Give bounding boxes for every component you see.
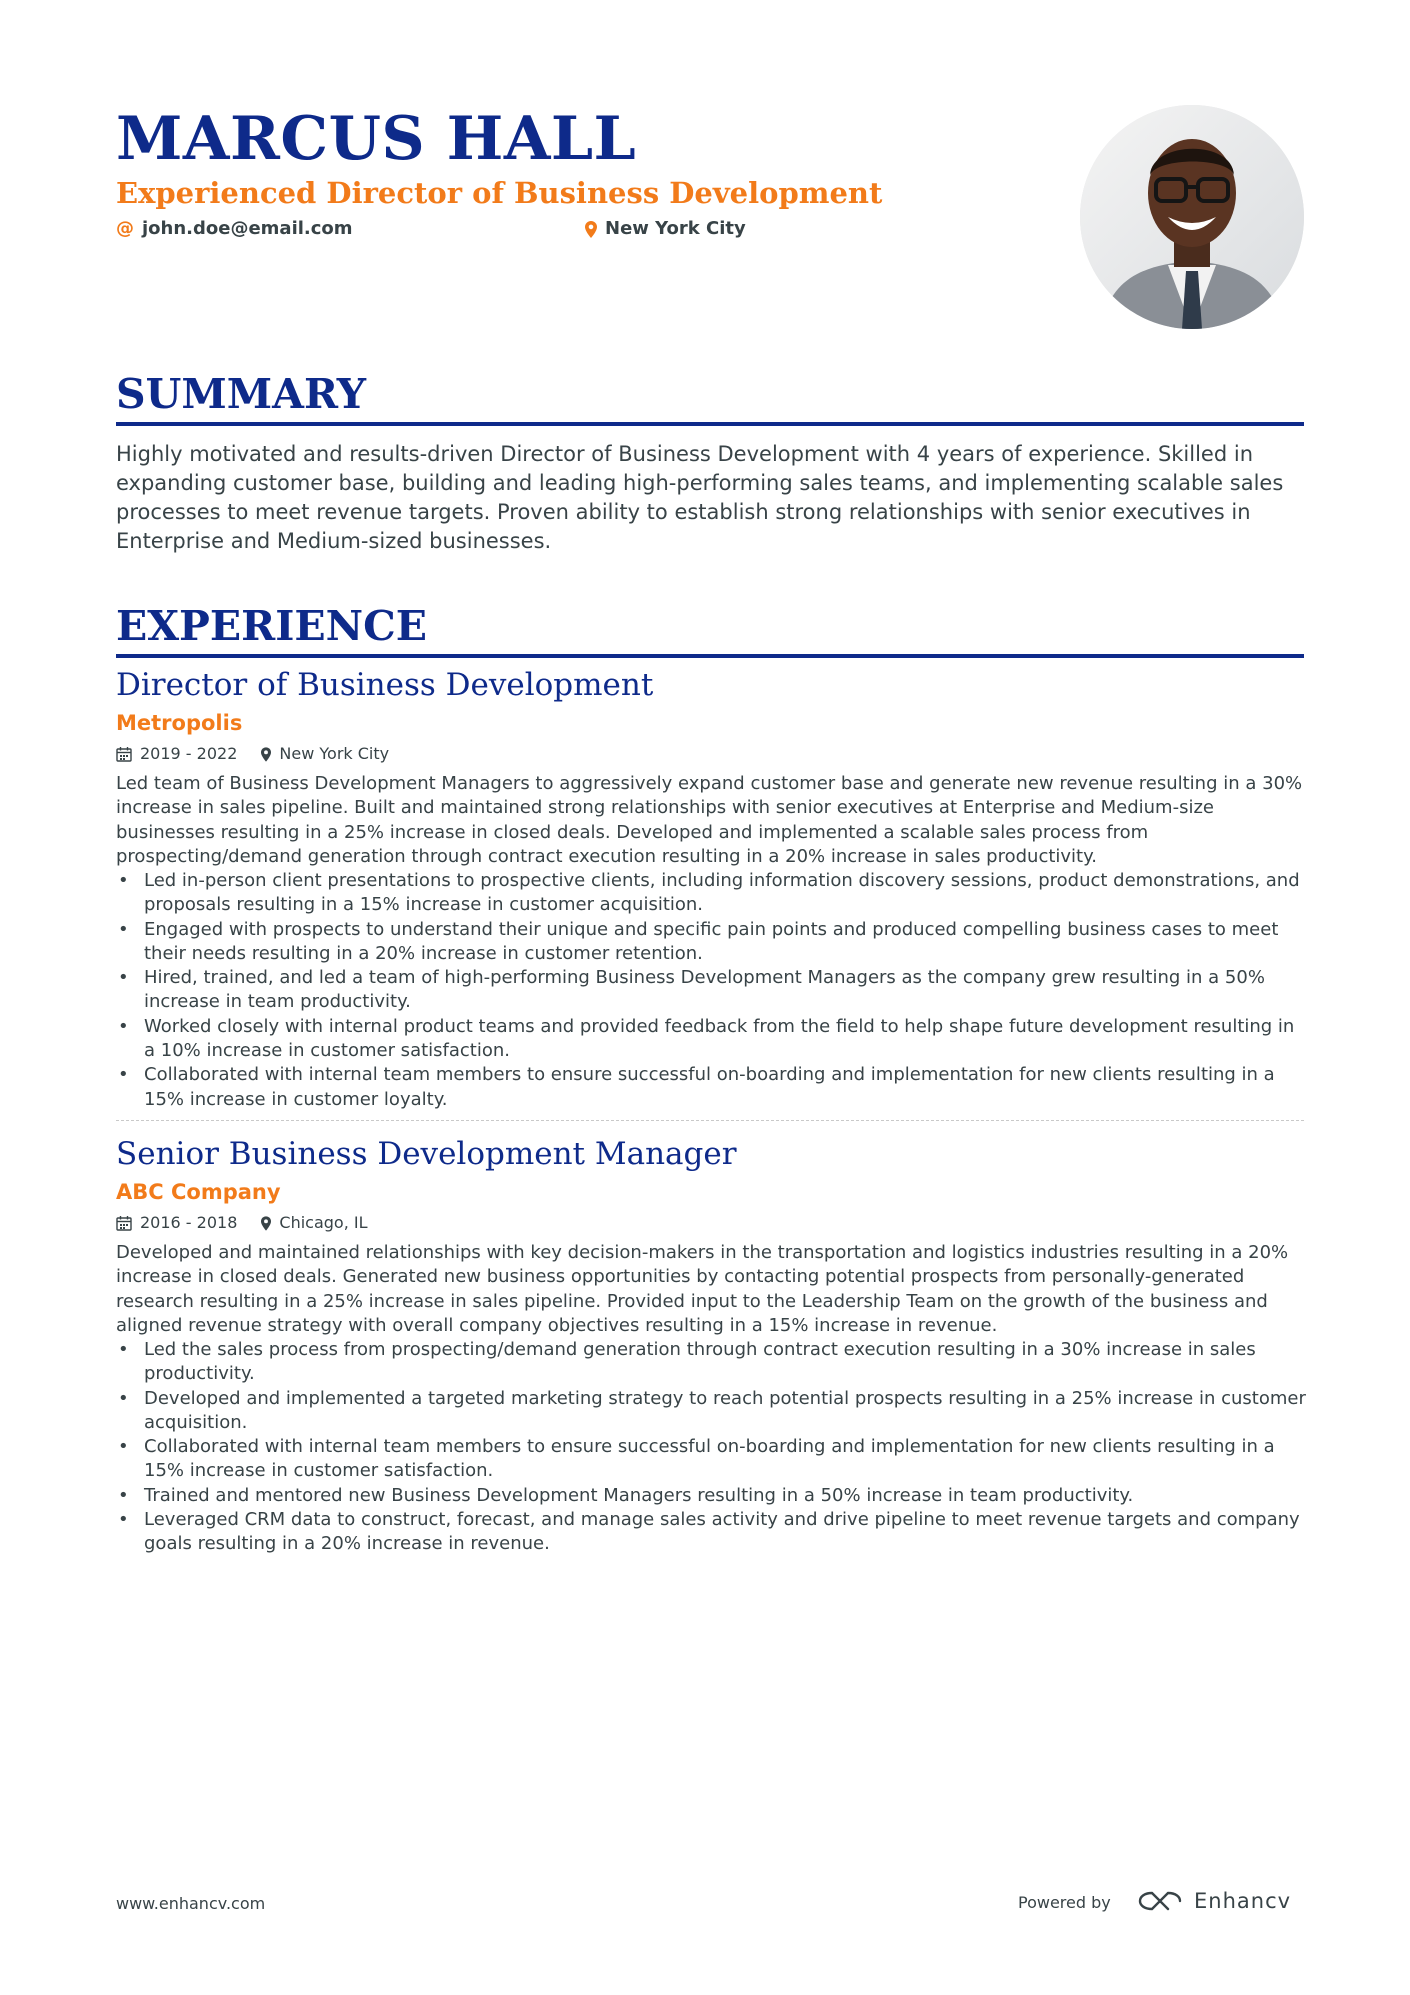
list-item: • Collaborated with internal team members to ensure successful on-boarding and implementation for new clients resulting in a 15% increase in customer loyalty.: [116, 1063, 1306, 1112]
experience-divider: [116, 654, 1304, 658]
job-meta: [116, 1212, 392, 1234]
job-description: Developed and maintained relationships with key decision-makers in the transportation and logistics industries resulting in a 20% increase in closed deals. Generated new business opportunities by contacting potential prospects from personally-generated research resulting in a 25% increase in sales pipeline. Provided input to the Leadership Team on the growth of the business and aligned revenue strategy with overall company objectives resulting in a 15% increase in revenue.: [116, 1242, 1289, 1336]
job-title: Director of Business Development: [116, 667, 654, 703]
job-dates: 2016 - 2018: [116, 1212, 237, 1234]
calendar-icon: [116, 1215, 132, 1231]
list-item: • Engaged with prospects to understand their unique and specific pain points and produced compelling business cases to meet their needs resulting in a 20% increase in customer retention.: [116, 918, 1306, 967]
list-item: • Collaborated with internal team members to ensure successful on-boarding and implementation for new clients resulting in a 15% increase in customer satisfaction.: [116, 1435, 1306, 1484]
footer-url[interactable]: www.enhancv.com: [116, 1894, 266, 1913]
footer-brand: Enhancv: [1194, 1889, 1292, 1913]
job-title: Senior Business Development Manager: [116, 1136, 737, 1172]
footer-powered-by: Powered by: [1018, 1893, 1111, 1912]
map-pin-icon: [261, 1216, 271, 1231]
map-pin-icon: [585, 221, 597, 238]
job-dates: 2019 - 2022: [116, 743, 237, 765]
list-item: • Hired, trained, and led a team of high-performing Business Development Managers as the company grew resulting in a 50% increase in team productivity.: [116, 966, 1306, 1015]
contact-location: [585, 217, 746, 241]
list-item: • Worked closely with internal product teams and provided feedback from the field to help shape future development resulting in a 10% increase in customer satisfaction.: [116, 1015, 1306, 1064]
job-achievements: [116, 869, 1306, 1112]
map-pin-icon: [261, 747, 271, 762]
profile-photo: [1080, 105, 1304, 329]
email-text: john.doe@email.com: [142, 218, 353, 239]
job-meta: [116, 743, 413, 765]
job-company: ABC Company: [116, 1180, 281, 1204]
job-location: New York City: [261, 743, 389, 765]
location-text: New York City: [605, 218, 746, 239]
candidate-name: MARCUS HALL: [116, 104, 637, 174]
job-description: Led team of Business Development Managers to aggressively expand customer base and generate new revenue resulting in a 30% increase in sales pipeline. Built and maintained strong relationships with senior executives at Enterprise and Medium-size businesses resulting in a 25% increase in closed deals. Developed and implemented a scalable sales process from prospecting/demand generation through contract execution resulting in a 20% increase in sales productivity.: [116, 773, 1303, 867]
list-item: • Leveraged CRM data to construct, forecast, and manage sales activity and drive pipeline to meet revenue targets and company goals resulting in a 20% increase in revenue.: [116, 1508, 1306, 1557]
at-icon: @: [116, 218, 134, 239]
enhancv-logo-icon: [1138, 1889, 1182, 1913]
summary-divider: [116, 422, 1304, 426]
candidate-headline: Experienced Director of Business Development: [116, 176, 883, 210]
experience-heading: EXPERIENCE: [116, 602, 428, 650]
list-item: • Trained and mentored new Business Development Managers resulting in a 50% increase in team productivity.: [116, 1484, 1306, 1508]
list-item: • Developed and implemented a targeted marketing strategy to reach potential prospects resulting in a 25% increase in customer acquisition.: [116, 1387, 1306, 1436]
job-achievements: [116, 1338, 1306, 1557]
list-item: • Led the sales process from prospecting/demand generation through contract execution resulting in a 30% increase in sales productivity.: [116, 1338, 1306, 1387]
list-item: • Led in-person client presentations to prospective clients, including information discovery sessions, product demonstrations, and proposals resulting in a 15% increase in customer acquisition.: [116, 869, 1306, 918]
job-divider: [116, 1120, 1304, 1121]
contact-email[interactable]: [116, 217, 353, 241]
summary-heading: SUMMARY: [116, 370, 367, 418]
job-location: Chicago, IL: [261, 1212, 367, 1234]
calendar-icon: [116, 746, 132, 762]
summary-text: Highly motivated and results-driven Director of Business Development with 4 years of experience. Skilled in expanding customer base, building and leading high-performing sales teams, and implementing scalable sales processes to meet revenue targets. Proven ability to establish strong relationships with senior executives in Enterprise and Medium-sized businesses.: [116, 442, 1284, 553]
enhancv-logo[interactable]: [1138, 1887, 1291, 1915]
job-company: Metropolis: [116, 711, 243, 735]
